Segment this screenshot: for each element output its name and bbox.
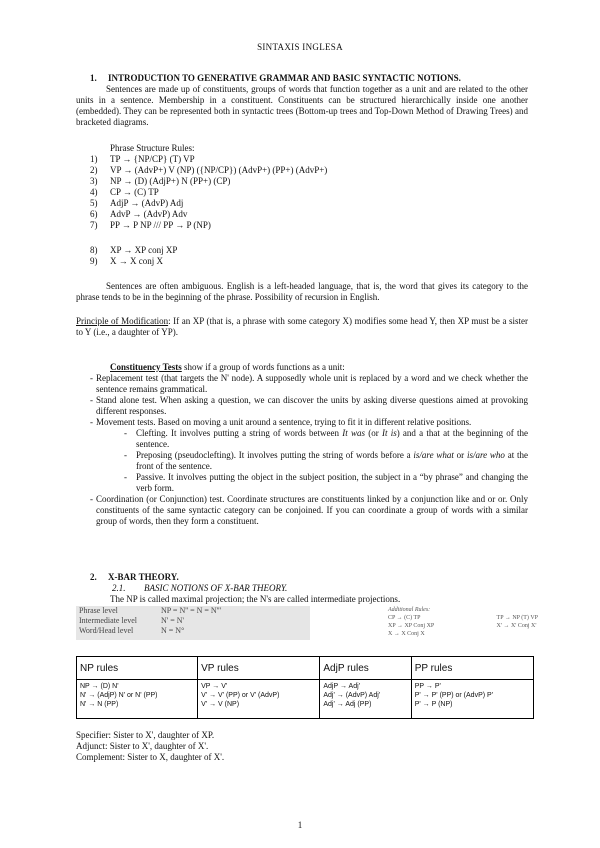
modification-label: Principle of Modification	[76, 316, 169, 326]
definition-adjunct: Adjunct: Sister to X', daughter of X'.	[76, 741, 209, 751]
phrase-structure-rules-title: Phrase Structure Rules:	[110, 143, 195, 153]
subtest-clefting: - Clefting. It involves putting a string of words between It was (or It is) and a that at the beginning of the sentence.	[96, 428, 528, 450]
cell-vp-rules: VP → V' V' → V' (PP) or V' (AdvP) V' → V (NP)	[198, 680, 320, 719]
cell-np-rules: NP → (D) N' N' → (AdjP) N' or N' (PP) N' → N (PP)	[77, 680, 198, 719]
subsection-2-1-heading	[112, 583, 287, 594]
section-1-heading	[90, 73, 461, 84]
constituency-tests-intro	[110, 362, 528, 373]
level-intermediate: Intermediate level N' = N'	[79, 616, 184, 625]
intro-paragraph: Sentences are made up of constituents, groups of words that function together as a unit and are related to the other units in a sentence. Membership in a constituent. Constituents can be structured hierarchically inside one another (embedded). They can be represented both in syntactic trees (Bottom-up trees and Top-Down Method of Drawing Trees) and bracketed diagrams.	[76, 84, 528, 127]
subtest-passive: - Passive. It involves putting the object in the subject position, the subject in a “by phrase” and changing the verb form.	[96, 472, 528, 494]
xbar-definitions	[76, 730, 224, 763]
phrase-structure-rules	[90, 154, 327, 231]
subsection-2-1-text: The NP is called maximal projection; the N's are called intermediate projections.	[110, 594, 401, 604]
section-1-number: 1.	[90, 73, 97, 83]
page-number: 1	[297, 820, 303, 830]
projection-levels-box	[76, 606, 310, 640]
additional-rules-right: TP → NP (T) VP X' → X' Conj X'	[496, 615, 538, 629]
rule-1: 1) TP → {NP/CP} (T) VP	[90, 154, 195, 164]
running-header: SINTAXIS INGLESA	[257, 42, 343, 52]
xbar-rules-table	[76, 656, 534, 719]
level-word: Word/Head level N = N°	[79, 626, 185, 635]
definition-specifier: Specifier: Sister to X', daughter of XP.	[76, 730, 215, 740]
principle-of-modification	[76, 316, 528, 338]
test-movement: - Movement tests. Based on moving a unit around a sentence, trying to fit it in different relative positions. - Clefting. It involves putting a string of words between It was (or It is) and a that at the beginning of the sentence. - Preposing (pseudoclefting). It involves putting the string of words before a is/are what or is/are who at the front of the sentence. - Passive. It involves putting the object in the subject position, the subject in a “by phrase” and changing the verb form.	[76, 417, 528, 494]
additional-rules-title: Additional Rules:	[388, 607, 431, 613]
subsection-2-1-number: 2.1.	[112, 583, 126, 593]
level-phrase: Phrase level NP = N'' = N = N'''	[79, 606, 222, 615]
ambiguity-paragraph: Sentences are often ambiguous. English is a left-headed language, that is, the word that gives its category to the phrase tends to be in the beginning of the phrase. Possibility of recursion in English.	[76, 281, 528, 302]
modification-text: : If an XP (that is, a phrase with some category X) modifies some head Y, then XP must be a sister to Y (i.e., a daughter of YP).	[76, 316, 528, 337]
test-coordination: - Coordination (or Conjunction) test. Coordinate structures are constituents linked by a conjunction like and or or. Only constituents of the same syntactic category can be conjoined. If you can coordinate a group of words with a similar group of words, then they form a constituent.	[76, 494, 528, 527]
coordination-rules	[90, 245, 177, 267]
section-2-heading	[90, 572, 179, 583]
test-replacement: - Replacement test (that targets the N' node). A supposedly whole unit is replaced by a word and we check whether the sentence remains grammatical.	[76, 373, 528, 395]
constituency-label: Constituency Tests	[110, 362, 182, 372]
rule-7: 7) PP → P NP /// PP → P (NP)	[90, 220, 211, 230]
rule-9: 9) X → X conj X	[90, 256, 163, 266]
rule-5: 5) AdjP → (AdvP) Adj	[90, 198, 184, 208]
section-2-number: 2.	[90, 572, 97, 582]
subtest-preposing: - Preposing (pseudoclefting). It involves putting the string of words before a is/are what or is/are who at the front of the sentence.	[96, 450, 528, 472]
header-vp-rules: VP rules	[198, 657, 320, 680]
header-adjp-rules: AdjP rules	[320, 657, 411, 680]
constituency-tests-list	[76, 373, 528, 527]
section-1-title: INTRODUCTION TO GENERATIVE GRAMMAR AND BASIC SYNTACTIC NOTIONS.	[108, 73, 461, 83]
rule-3: 3) NP → (D) (AdjP+) N (PP+) (CP)	[90, 176, 231, 186]
test-stand-alone: - Stand alone test. When asking a question, we can discover the units by asking diverse questions aimed at provoking different responses.	[76, 395, 528, 417]
constituency-text: show if a group of words functions as a unit:	[181, 362, 345, 372]
movement-subtests	[96, 428, 528, 494]
section-2-title: X-BAR THEORY.	[108, 572, 179, 582]
rule-4: 4) CP → (C) TP	[90, 187, 159, 197]
header-np-rules: NP rules	[77, 657, 198, 680]
rule-8: 8) XP → XP conj XP	[90, 245, 178, 255]
cell-pp-rules: PP → P' P' → P' (PP) or (AdvP) P' P' → P (NP)	[411, 680, 533, 719]
definition-complement: Complement: Sister to X, daughter of X'.	[76, 752, 225, 762]
additional-rules: Additional Rules: CP → (C) TP XP → XP Conj XP X → X Conj X TP → NP (T) VP X' → X' Conj X'	[388, 607, 538, 637]
rule-6: 6) AdvP → (AdvP) Adv	[90, 209, 188, 219]
cell-adjp-rules: AdjP → Adj' Adj' → (AdvP) Adj' Adj' → Adj (PP)	[320, 680, 411, 719]
subsection-2-1-title: BASIC NOTIONS OF X-BAR THEORY.	[144, 583, 288, 593]
rule-2: 2) VP → (AdvP+) V (NP) ({NP/CP}) (AdvP+) (PP+) (AdvP+)	[90, 165, 328, 175]
header-pp-rules: PP rules	[411, 657, 533, 680]
